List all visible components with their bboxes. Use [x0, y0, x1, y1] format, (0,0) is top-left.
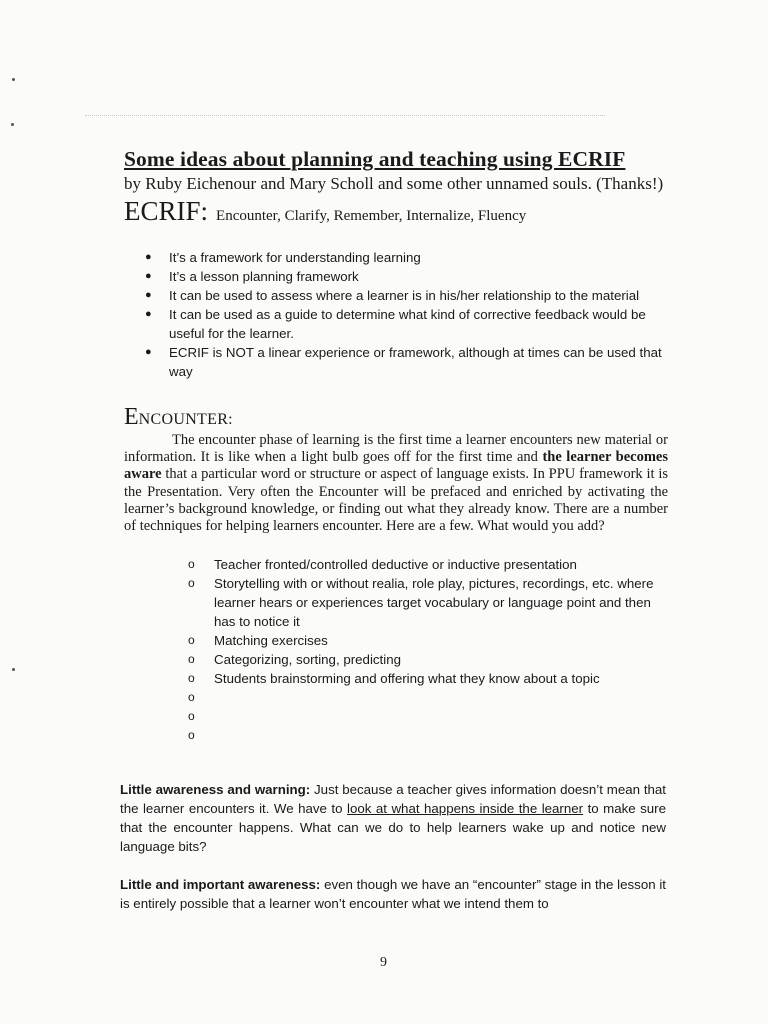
circle-bullet-icon: o	[188, 709, 195, 724]
list-item: o Matching exercises	[188, 633, 328, 649]
byline: by Ruby Eichenour and Mary Scholl and some other unnamed souls. (Thanks!)	[124, 174, 664, 193]
circle-bullet-icon: o	[188, 633, 195, 648]
bullet-icon: ●	[145, 251, 152, 263]
scan-artifact-line	[85, 115, 605, 116]
page-number: 9	[380, 955, 387, 970]
important-note: Little and important awareness: even though we have an “encounter” stage in the lesson it is entirely possible that a learner won’t encounter what we intend them to	[120, 877, 666, 911]
technique-list	[124, 555, 668, 745]
list-item: ● It’s a framework for understanding learning	[145, 250, 421, 265]
encounter-cap: E	[124, 404, 139, 430]
circle-bullet-icon: o	[188, 576, 195, 591]
bullet-icon: ●	[145, 289, 152, 301]
circle-bullet-icon: o	[188, 557, 195, 572]
list-item: o Students brainstorming and offering what they know about a topic	[188, 671, 600, 687]
list-item: ● It can be used as a guide to determine what kind of corrective feedback would be useful for the learner.	[145, 307, 646, 341]
scan-speck	[12, 668, 15, 671]
list-item: ● ECRIF is NOT a linear experience or framework, although at times can be used that way	[145, 345, 662, 379]
document-title: Some ideas about planning and teaching using ECRIF	[124, 147, 626, 171]
ecrif-label: ECRIF:	[124, 196, 209, 226]
list-item	[188, 688, 668, 707]
ecrif-heading	[124, 197, 668, 230]
scan-speck	[11, 123, 14, 126]
ecrif-bullet-list	[124, 248, 668, 381]
document-page	[124, 146, 668, 745]
ecrif-expansion: Encounter, Clarify, Remember, Internalize, Fluency	[216, 208, 527, 224]
warning-note: Little awareness and warning: Just because a teacher gives information doesn’t mean that the learner encounters it. We have to look at what happens inside the learner to make sure that the encounter happens. What can we do to help learners wake up and notice new language bits?	[120, 782, 667, 854]
circle-bullet-icon: o	[188, 652, 195, 667]
list-item: ● It can be used to assess where a learner is in his/her relationship to the material	[145, 288, 640, 303]
scan-speck	[12, 78, 15, 81]
encounter-heading	[124, 405, 668, 432]
bullet-icon: ●	[145, 346, 152, 358]
bullet-icon: ●	[145, 308, 152, 320]
circle-bullet-icon: o	[188, 690, 195, 705]
encounter-rest: NCOUNTER:	[138, 411, 233, 428]
list-item: o Storytelling with or without realia, role play, pictures, recordings, etc. where learner hears or experiences target vocabulary or language point and then has to notice it	[188, 576, 654, 630]
encounter-paragraph: The encounter phase of learning is the first time a learner encounters new material or information. It is like when a light bulb goes off for the first time and the learner becomes aware that a particular word or structure or aspect of language exists. In PPU framework it is the Presentation. Very often the Encounter will be prefaced and enriched by activating the learner’s background knowledge, or finding out what they already know. There are a number of techniques for helping learners encounter. Here are a few. What would you add?	[124, 432, 668, 535]
circle-bullet-icon: o	[188, 671, 195, 686]
list-item: o Teacher fronted/controlled deductive or inductive presentation	[188, 557, 577, 573]
bullet-icon: ●	[145, 270, 152, 282]
list-item	[188, 726, 668, 745]
circle-bullet-icon: o	[188, 728, 195, 743]
list-item	[188, 707, 668, 726]
list-item: o Categorizing, sorting, predicting	[188, 652, 401, 668]
list-item: ● It’s a lesson planning framework	[145, 269, 359, 284]
